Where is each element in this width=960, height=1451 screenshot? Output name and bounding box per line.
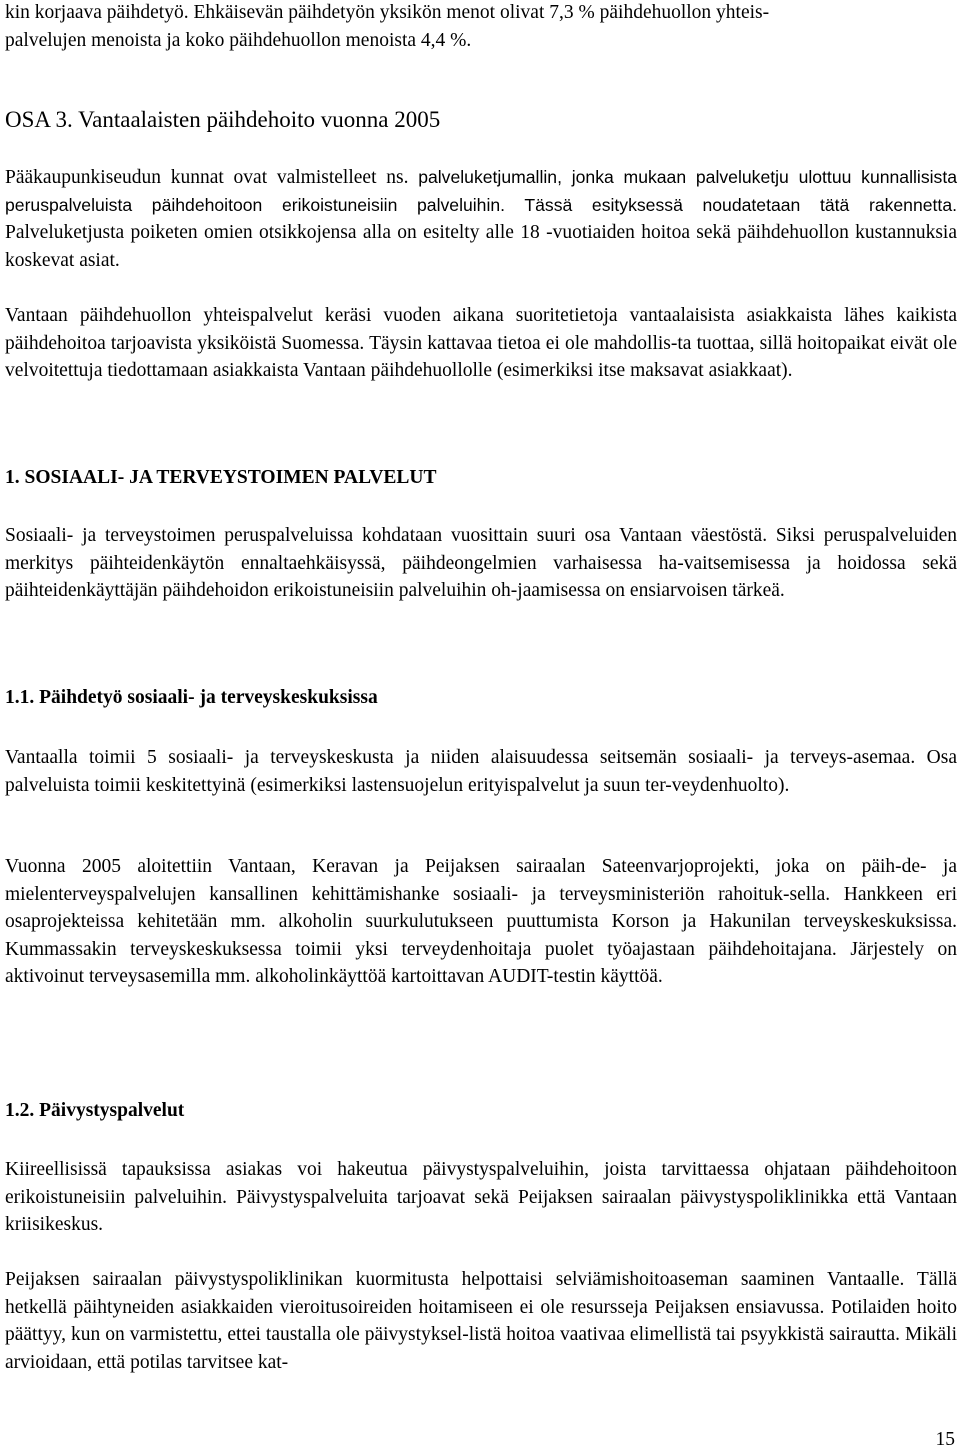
section-1-2-heading: 1.2. Päivystyspalvelut [5,1100,185,1121]
intro-line-2: palvelujen menoista ja koko päihdehuollon menoista 4,4 %. [5,29,472,51]
intro-paragraph [5,0,957,54]
section-1-paragraph: Sosiaali- ja terveystoimen peruspalveluissa kohdataan vuosittain suuri osa Vantaan väestöstä. Siksi peruspalveluiden merkitys päihteidenkäytön ennaltaehkäisyssä, päihdeongelmien varhaisessa ha-vaitsemisessa ja hoidossa sekä päihteidenkäyttäjän päihdehoidon erikoistuneisiin palveluihin oh-jaamisessa on ensiarvoisen tärkeä. [5,525,957,602]
paragraph-service-chain [5,164,957,274]
part-title: OSA 3. Vantaalaisten päihdehoito vuonna 2005 [5,107,441,132]
section-1-2-paragraph-2: Peijaksen sairaalan päivystyspoliklinikan kuormitusta helpottaisi selviämishoitoaseman saaminen Vantaalle. Tällä hetkellä päihtyneiden asiakkaiden vieroitusoireiden hoitamiseen ei ole resursseja Peijaksen ensiavussa. Potilaiden hoito päättyy, kun on varmistettu, ettei taustalla ole päivystyksel-listä hoitoa vaativaa elimellistä tai psyykkistä sairautta. Mikäli arvioidaan, että potilas tarvitsee kat- [5,1269,957,1373]
service-chain-model-text: palveluketjumallin, jonka mukaan palveluketju ulottuu kunnallisista peruspalveluista päihdehoitoon erikoistuneisiin palveluihin. Tässä esityksessä noudatetaan tätä rakennetta. [5,167,957,215]
service-chain-intro-text: Pääkaupunkiseudun kunnat ovat valmistelleet ns. [5,167,419,188]
section-1-heading: 1. SOSIAALI- JA TERVEYSTOIMEN PALVELUT [5,467,437,488]
section-1-1-heading: 1.1. Päihdetyö sosiaali- ja terveyskeskuksissa [5,687,378,708]
page-number: 15 [935,1429,955,1450]
paragraph-data-collection: Vantaan päihdehuollon yhteispalvelut keräsi vuoden aikana suoritetietoja vantaalaisista asiakkaista lähes kaikista päihdehoitoa tarjoavista yksiköistä Suomessa. Täysin kattavaa tietoa ei ole mahdollis-ta tuottaa, sillä hoitopaikat eivät ole velvoitettuja tiedottamaan asiakkaista Vantaan päihdehuollolle (esimerkiksi itse maksavat asiakkaat). [5,305,957,382]
intro-line-1: kin korjaava päihdetyö. Ehkäisevän päihdetyön yksikön menot olivat 7,3 % päihdehuollon yhteis- [5,2,770,23]
service-chain-exception-text: Palveluketjusta poiketen omien otsikkojensa alla on esitelty alle 18 -vuotiaiden hoitoa sekä päihdehuollon kustannuksia koskevat asiat. [5,222,957,271]
section-1-2-paragraph-1: Kiireellisissä tapauksissa asiakas voi hakeutua päivystyspalveluihin, joista tarvittaessa ohjataan päihdehoitoon erikoistuneisiin palveluihin. Päivystyspalveluita tarjoavat sekä Peijaksen sairaalan päivystyspoliklinikka että Vantaan kriisikeskus. [5,1159,957,1236]
section-1-1-paragraph-1: Vantaalla toimii 5 sosiaali- ja terveyskeskusta ja niiden alaisuudessa seitsemän sosiaali- ja terveys-asemaa. Osa palveluista toimii keskitettyinä (esimerkiksi lastensuojelun erityispalvelut ja suun ter-veydenhuolto). [5,747,957,796]
section-1-1-paragraph-2: Vuonna 2005 aloitettiin Vantaan, Keravan ja Peijaksen sairaalan Sateenvarjoprojekti, joka on päih-de- ja mielenterveyspalvelujen kansallinen kehittämishanke sosiaali- ja terveysministeriön rahoituk-sella. Hankkeen eri osaprojekteissa kehitetään mm. alkoholin suurkulutukseen puuttumista Korson ja Hakunilan terveyskeskuksissa. Kummassakin terveyskeskuksessa toimii yksi terveydenhoitaja puolet työajastaan päihdehoitajana. Järjestely on aktivoinut terveysasemilla mm. alkoholinkäyttöä kartoittavan AUDIT-testin käyttöä. [5,856,957,988]
